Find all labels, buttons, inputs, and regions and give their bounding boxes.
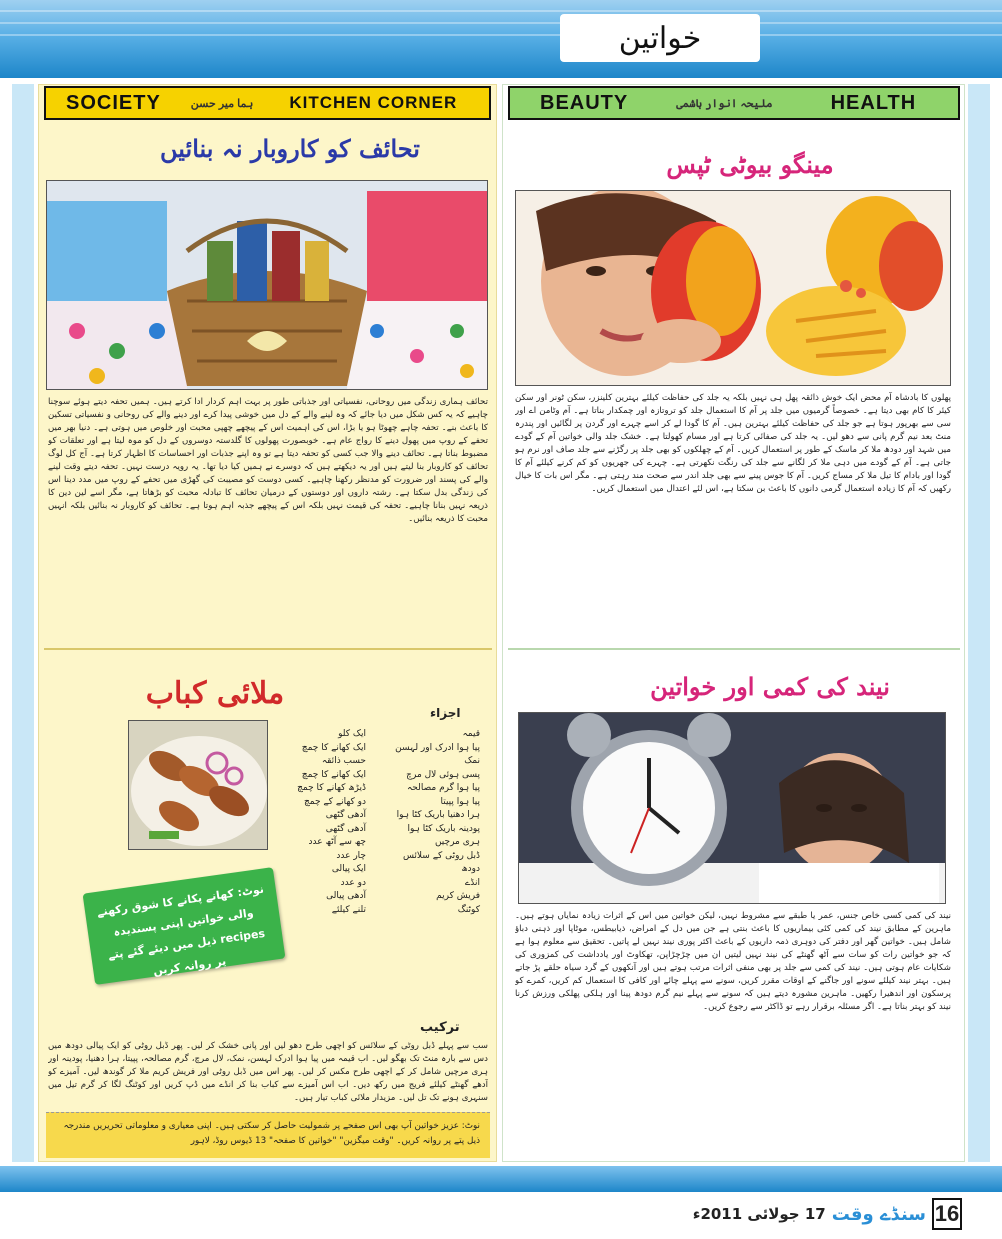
- ingredient-item: دو عدد: [340, 877, 366, 888]
- mango-image: [516, 191, 951, 386]
- ingredient-item: ہرا دھنیا باریک کٹا ہوا: [396, 810, 480, 820]
- top-banner: [0, 0, 1002, 78]
- header-beauty-label: BEAUTY: [540, 91, 629, 114]
- section-divider: [44, 648, 492, 650]
- header-health-label: HEALTH: [830, 91, 917, 114]
- ingredient-item: حسب ذائقہ: [321, 756, 366, 766]
- ingredient-item: آدھی گٹھی: [325, 810, 366, 820]
- ingredient-item: ڈبل روٹی کے سلائس: [402, 850, 480, 861]
- ingredient-item: چھ سے آٹھ عدد: [308, 837, 366, 847]
- right-margin-stripe: [968, 84, 990, 1162]
- sleep-article-body: نیند کی کمی کسی خاص جنس، عمر یا طبقے سے مشروط نہیں، لیکن خواتین میں اس کے اثرات زیادہ نمایاں ہوتے ہیں۔ ماہرین کے مطابق نیند کی کمی کئی بیماریوں کا باعث بنتی ہے جن میں دل کے امراض، ذیابیطس، موٹاپا اور ذہنی دباؤ شامل ہیں۔ خواتین گھر اور دفتر کی دوہری ذمہ داریوں کے باعث اکثر پوری نیند نہیں لے پاتیں۔ تحقیق سے معلوم ہوا ہے کہ جو خواتین رات کو سات سے آٹھ گھنٹے کی نیند نہیں لیتیں ان میں چڑچڑاپن، تھکاوٹ اور یادداشت کی کمزوری کی شکایات عام ہوتی ہیں۔ نیند کی کمی سے جلد پر بھی منفی اثرات مرتب ہوتے ہیں اور آنکھوں کے گرد سیاہ حلقے پڑ جاتے ہیں۔ بہتر نیند کیلئے سونے اور جاگنے کے اوقات مقرر کریں، سونے سے پہلے چائے اور کافی کا استعمال کم کریں، کمرے کو پرسکون اور اندھیرا رکھیں۔ ماہرین مشورہ دیتے ہیں کہ سونے سے پہلے نیم گرم دودھ پینا اور ہلکی پھلکی ورزش کرنا نیند کو بہتر بناتا ہے۔ اگر مسئلہ برقرار رہے تو ڈاکٹر سے رجوع کریں۔: [515, 911, 951, 1012]
- ingredient-item: پیا ہوا گرم مصالحہ: [407, 783, 480, 793]
- alarm-clock-photo: [518, 712, 946, 904]
- left-margin-stripe: [12, 84, 34, 1162]
- banner-stripe: [0, 34, 1002, 36]
- right-section-header: [508, 86, 960, 120]
- mango-article-title: مینگو بیوٹی ٹپس: [666, 150, 834, 179]
- ingredient-item: ہری مرچیں: [434, 837, 480, 847]
- kabab-photo: [128, 720, 268, 850]
- header-kitchen-corner-label: KITCHEN CORNER: [289, 93, 458, 112]
- ingredient-item: ایک کھانے کا چمچ: [301, 769, 366, 780]
- banner-stripe: [0, 22, 1002, 24]
- publication-name: سنڈے وقت: [831, 1203, 926, 1225]
- section-divider: [508, 648, 960, 650]
- header-author: ہما میر حسن: [190, 97, 254, 110]
- ingredient-item: ایک پیالی: [331, 864, 366, 874]
- alarm-clock-image: [519, 713, 946, 904]
- ingredient-item: کوٹنگ: [457, 904, 480, 915]
- gift-basket-photo: [46, 180, 488, 390]
- ingredient-item: قیمہ: [462, 729, 480, 739]
- ingredient-item: پیا ہوا پپیتا: [440, 796, 480, 807]
- recipe-submission-note: نوٹ: کھانے پکانے کا شوق رکھنے والی خواتین اپنی پسندیدہ recipes ذیل میں دیئے گئے پتے پر روانہ کریں: [83, 867, 286, 985]
- ingredient-item: ایک کھانے کا چمچ: [301, 742, 366, 753]
- ingredient-item: دودھ: [461, 864, 480, 874]
- header-author: ملیحہ انوار ہاشمی: [676, 97, 773, 110]
- ingredient-item: تلنے کیلئے: [331, 904, 366, 915]
- ingredients-quantity-list: [276, 728, 366, 917]
- publication-date: 17 جولائی 2011ء: [692, 1205, 826, 1223]
- gifts-article-title: تحائف کو کاروبار نہ بنائیں: [160, 134, 420, 163]
- ingredient-item: ڈیڑھ کھانے کا چمچ: [297, 783, 366, 793]
- ingredient-item: فریش کریم: [436, 891, 480, 901]
- ingredient-item: ایک کلو: [338, 729, 366, 739]
- ingredients-label: اجزاء: [430, 706, 461, 720]
- page-number: 16: [932, 1198, 962, 1230]
- submission-address-note: نوٹ: عزیز خواتین آپ بھی اس صفحے پر شمولیت حاصل کر سکتی ہیں۔ اپنی معیاری و معلوماتی تحریریں مندرجہ ذیل پتے پر روانہ کریں۔ "وقت میگزین" "خواتین کا صفحہ" 13 ڈیوس روڈ، لاہور: [46, 1112, 490, 1158]
- ingredient-item: پیا ہوا ادرک اور لہسن: [395, 742, 480, 753]
- ingredient-item: انڈے: [464, 877, 480, 888]
- sleep-article-title: نیند کی کمی اور خواتین: [650, 672, 890, 701]
- mango-article-body: پھلوں کا بادشاہ آم محض ایک خوش ذائقہ پھل ہی نہیں بلکہ یہ جلد کی حفاظت کیلئے بہترین کلینزر، سکن ٹونر اور سکن کیئر کا کام بھی دیتا ہے۔ خصوصاً گرمیوں میں جلد پر آم کا استعمال جلد کو تروتازہ اور چمکدار بناتا ہے۔ آم وٹامن اے اور سی سے بھرپور ہوتا ہے جو جلد کی حفاظت کیلئے بہترین ہیں۔ آم کا گودا لے کر اسے چہرے اور گردن پر لگائیں اور پندرہ منٹ بعد نیم گرم پانی سے دھو لیں۔ یہ جلد کی صفائی کرتا ہے اور مسام کھولتا ہے۔ خشک جلد والی خواتین آم کے گودے میں شہد اور دودھ ملا کر ماسک کے طور پر استعمال کریں۔ آم کے چھلکوں کو بھی جلد پر رگڑنے سے جلد صاف اور نرم ہو جاتی ہے۔ آم کے گودے میں دہی ملا کر لگانے سے جلد کی رنگت نکھرتی ہے۔ چہرے کی جھریوں کو کم کرنے کیلئے آم کا گودا اور بادام کا تیل ملا کر مساج کریں۔ آم کا جوس پینے سے بھی جلد اندر سے صحت مند رہتی ہے۔ مگر اس بات کا خیال رکھیں کہ آم کا زیادہ استعمال گرمی دانوں کا باعث بن سکتا ہے، اس لئے اعتدال میں استعمال کریں۔: [515, 393, 951, 494]
- banner-stripe: [0, 10, 1002, 12]
- page-section-title: خواتین: [560, 14, 760, 62]
- recipe-method-body: سب سے پہلے ڈبل روٹی کے سلائس کو اچھی طرح دھو لیں اور پانی خشک کر لیں۔ پھر ڈبل روٹی کو ایک پیالی دودھ میں دس سے بارہ منٹ تک بھگو لیں۔ اب قیمہ میں پیا ہوا ادرک لہسن، نمک، لال مرچ، گرم مصالحہ، پپیتا، ہرا دھنیا، پودینہ اور ہری مرچیں شامل کر کے اچھی طرح مکس کر لیں۔ پھر اس میں ڈبل روٹی اور فریش کریم ملا کر گوندھ لیں۔ آمیزے کو آدھے گھنٹے کیلئے فریج میں رکھ دیں۔ اب اس آمیزے سے کباب بنا کر انڈے میں ڈپ کریں اور کوٹنگ لگا کر گرم تیل میں سنہری ہونے تک تل لیں۔ مزیدار ملائی کباب تیار ہیں۔: [48, 1041, 488, 1103]
- ingredient-item: چار عدد: [336, 850, 366, 861]
- kabab-image: [129, 721, 268, 850]
- bottom-bar: [0, 1166, 1002, 1192]
- ingredient-item: آدھی پیالی: [326, 891, 366, 901]
- recipe-title: ملائی کباب: [145, 676, 285, 711]
- ingredients-name-list: [390, 728, 480, 917]
- ingredient-item: پسی ہوئی لال مرچ: [406, 769, 480, 780]
- publication-dateline: [692, 1198, 926, 1230]
- ingredient-item: آدھی گٹھی: [325, 823, 366, 834]
- ingredient-item: دو کھانے کے چمچ: [303, 796, 366, 807]
- ingredient-item: نمک: [464, 756, 480, 766]
- ingredient-item: پودینہ باریک کٹا ہوا: [407, 823, 480, 834]
- header-society-label: SOCIETY: [66, 91, 161, 114]
- mango-photo: [515, 190, 951, 386]
- gifts-article-body: تحائف ہماری زندگی میں روحانی، نفسیاتی اور جذباتی طور پر بہت اہم کردار ادا کرتے ہیں۔ ہمیں تحفہ دیتے ہوئے سوچنا چاہیے کہ یہ کس شکل میں دیا جائے کہ وہ لینے والے کے دل میں خوشی پیدا کرے اور دینے والے کی روحانی و نفسیاتی تسکین کا باعث بنے۔ تحفہ چاہے چھوٹا ہو یا بڑا، اس کی اہمیت اس کے پیچھے چھپی محبت اور خلوص میں ہوتی ہے۔ دنیا بھر میں تحفے کے روپ میں پھول دینے کا رواج عام ہے۔ خوبصورت پھولوں کا گلدستہ دوسروں کے دل کو موہ لیتا ہے اور تعلقات کو مضبوط بناتا ہے۔ تحائف دینے والا جب کسی کو تحفہ دیتا ہے تو وہ اپنے جذبات اور احساسات کا اظہار کرتا ہے۔ آج کل لوگ تحائف کو کاروبار بنا لیتے ہیں اور یہ دیکھتے ہیں کہ دوسرے نے ہمیں کیا دیا تھا۔ یہ رویہ درست نہیں۔ تحفہ دیتے وقت لینے والے کی پسند اور ضرورت کو مدنظر رکھنا چاہیے۔ کسی دوست کو مصیبت کی گھڑی میں تحفے کے روپ میں مدد دینا اس کی زندگی بدل سکتا ہے۔ رشتہ داروں اور دوستوں کے درمیان تحائف کا تبادلہ محبت کو بڑھاتا ہے، مگر اسے لین دین کا ذریعہ نہیں بنانا چاہیے۔ تحفہ کی قیمت نہیں بلکہ اس کے پیچھے جذبہ اہم ہوتا ہے۔ تحائف کو کاروبار نہ بنائیں بلکہ انہیں محبت کا ذریعہ بنائیں۔: [48, 397, 488, 524]
- left-section-header: [44, 86, 491, 120]
- method-label: ترکیب: [420, 1020, 460, 1035]
- gift-basket-image: [47, 181, 488, 390]
